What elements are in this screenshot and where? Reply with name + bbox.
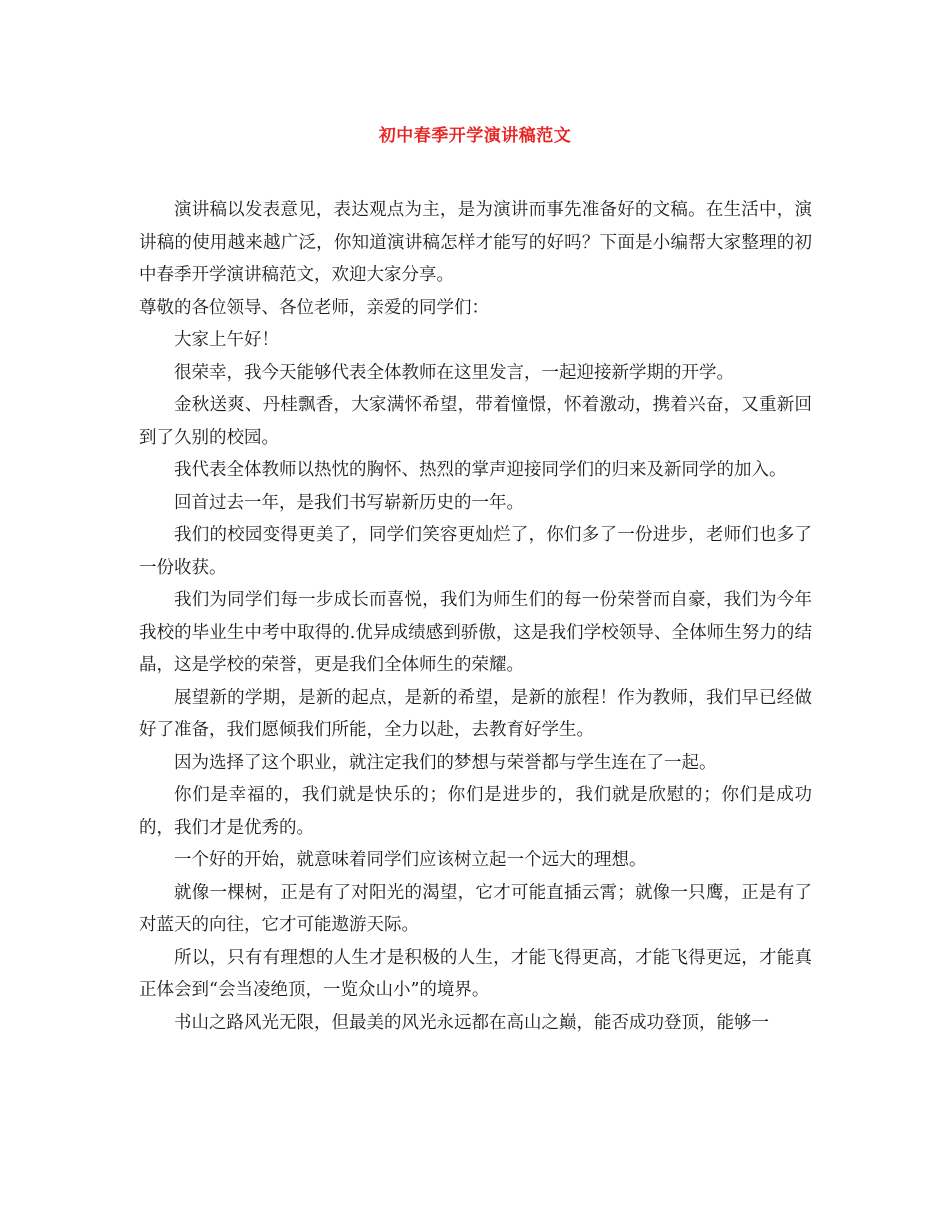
paragraph: 就像一棵树，正是有了对阳光的渴望，它才可能直插云霄；就像一只鹰，正是有了对蓝天的向往，它才可能遨游天际。 xyxy=(139,882,812,935)
paragraph: 一个好的开始，就意味着同学们应该树立起一个远大的理想。 xyxy=(174,850,647,870)
paragraph: 展望新的学期，是新的起点，是新的希望，是新的旅程！作为教师，我们早已经做好了准备，我们愿倾我们所能，全力以赴，去教育好学生。 xyxy=(139,687,812,740)
paragraph: 我们为同学们每一步成长而喜悦，我们为师生们的每一份荣誉而自豪，我们为今年我校的毕业生中考中取得的.优异成绩感到骄傲，这是我们学校领导、全体师生努力的结晶，这是学校的荣誉，更是我们全体师生的荣耀。 xyxy=(139,590,812,675)
document-title: 初中春季开学演讲稿范文 xyxy=(378,126,572,146)
paragraph: 我代表全体教师以热忱的胸怀、热烈的掌声迎接同学们的归来及新同学的加入。 xyxy=(174,460,787,480)
document-body xyxy=(139,194,812,1039)
paragraph-salutation: 尊敬的各位领导、各位老师，亲爱的同学们： xyxy=(139,297,489,318)
paragraph: 你们是幸福的，我们就是快乐的；你们是进步的，我们就是欣慰的；你们是成功的，我们才是优秀的。 xyxy=(139,785,812,838)
paragraph: 所以，只有有理想的人生才是积极的人生，才能飞得更高，才能飞得更远，才能真正体会到“会当凌绝顶，一览众山小”的境界。 xyxy=(139,947,812,1000)
paragraph-truncated: 书山之路风光无限，但最美的风光永远都在高山之巅，能否成功登顶，能够一 xyxy=(174,1012,769,1033)
paragraph: 很荣幸，我今天能够代表全体教师在这里发言，一起迎接新学期的开学。 xyxy=(174,362,734,383)
paragraph: 回首过去一年，是我们书写崭新历史的一年。 xyxy=(174,492,524,513)
paragraph-intro: 演讲稿以发表意见，表达观点为主，是为演讲而事先准备好的文稿。在生活中，演讲稿的使用越来越广泛，你知道演讲稿怎样才能写的好吗？下面是小编帮大家整理的初中春季开学演讲稿范文，欢迎大家分享。 xyxy=(139,200,812,285)
paragraph: 我们的校园变得更美了，同学们笑容更灿烂了，你们多了一份进步，老师们也多了一份收获。 xyxy=(139,525,812,578)
paragraph-greeting: 大家上午好！ xyxy=(174,330,279,350)
paragraph: 因为选择了这个职业，就注定我们的梦想与荣誉都与学生连在了一起。 xyxy=(174,752,717,773)
paragraph: 金秋送爽、丹桂飘香，大家满怀希望，带着憧憬，怀着激动，携着兴奋，又重新回到了久别的校园。 xyxy=(139,395,812,448)
